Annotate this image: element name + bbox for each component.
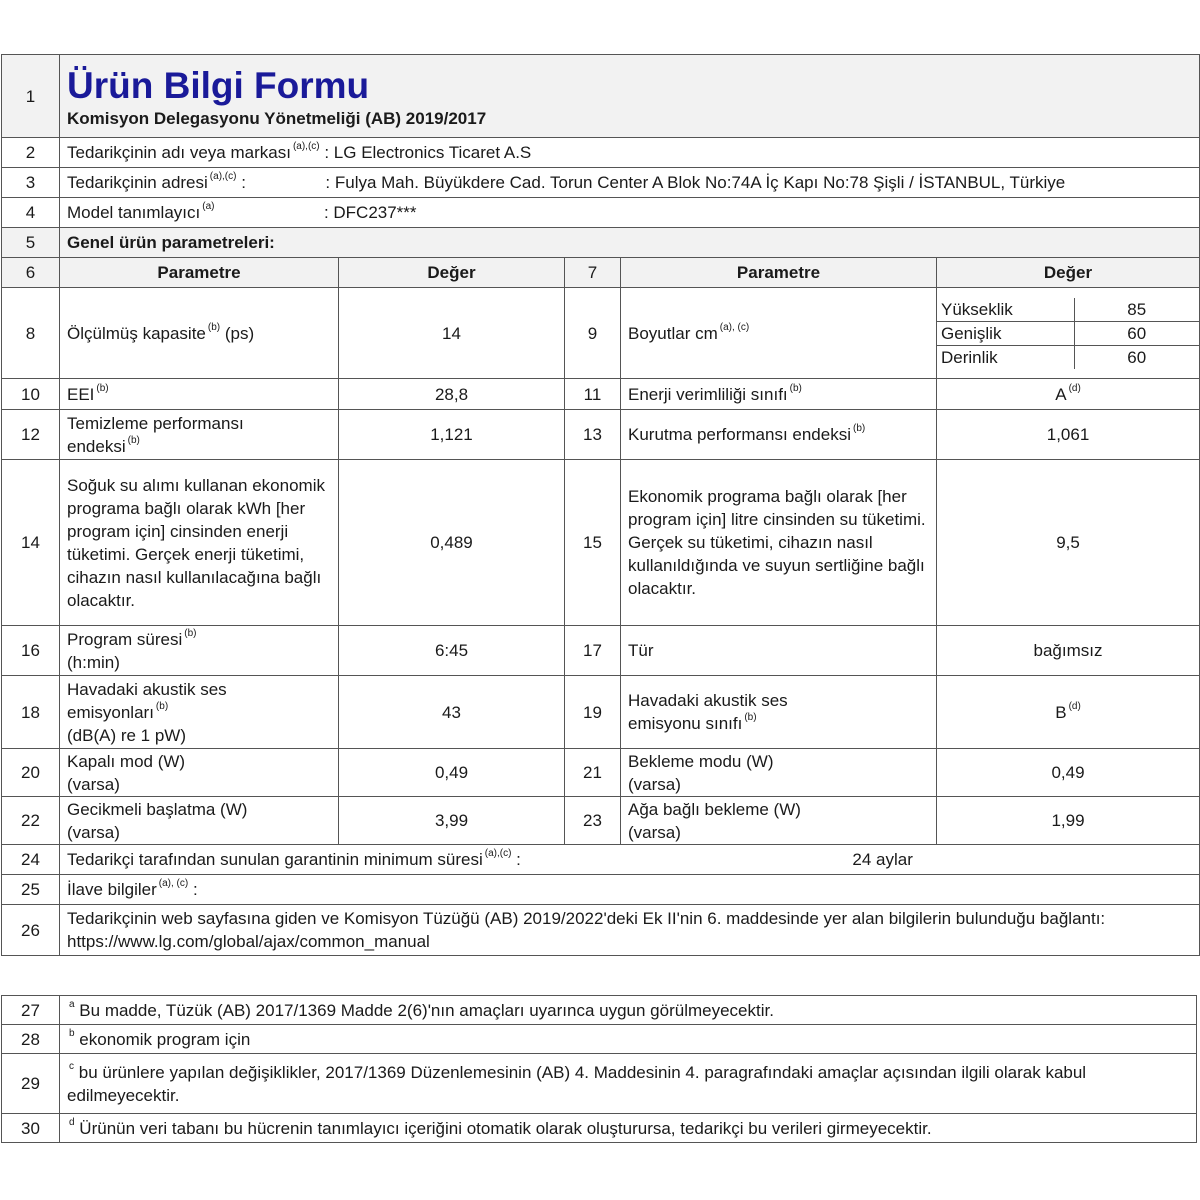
- delay-start-value: 3,99: [339, 797, 565, 845]
- standby-note: (varsa): [628, 774, 681, 794]
- capacity-param: [60, 288, 339, 379]
- row-number: 18: [2, 676, 60, 749]
- dimensions-values: [937, 288, 1200, 379]
- model-cell: [60, 198, 1200, 228]
- cleaning-index-param: [60, 410, 339, 460]
- separator: :: [516, 850, 521, 869]
- noise-emission-line2: emisyonları: [67, 702, 154, 722]
- footnote-row: [2, 1054, 1197, 1114]
- eei-value: 28,8: [339, 379, 565, 410]
- footnote-text: ekonomik program için: [79, 1029, 251, 1049]
- footnote-ref: (a),(c): [209, 171, 237, 183]
- footnote-row: [2, 1114, 1197, 1143]
- off-mode-label: Kapalı mod (W): [67, 751, 186, 771]
- footnote-ref: (b): [789, 382, 802, 394]
- footnote-ref: (b): [184, 627, 197, 639]
- separator: :: [241, 173, 246, 192]
- row-number: 1: [2, 55, 60, 138]
- dimension-row: [937, 345, 1199, 369]
- supplier-address-cell: [60, 168, 1200, 198]
- dimensions-table: [937, 298, 1199, 369]
- footnote-cell: [60, 1025, 1197, 1054]
- noise-emission-unit: (dB(A) re 1 pW): [67, 725, 187, 745]
- row-5: [2, 228, 1200, 258]
- dimension-label: Yükseklik: [937, 298, 1074, 322]
- network-standby-param: [621, 797, 937, 845]
- program-duration-param: [60, 626, 339, 676]
- footnote-ref: (a), (c): [158, 878, 189, 890]
- dimension-value: 60: [1074, 345, 1199, 369]
- type-param: Tür: [621, 626, 937, 676]
- row-number: 12: [2, 410, 60, 460]
- cleaning-index-label-line1: Temizleme performansı: [67, 413, 244, 433]
- network-standby-value: 1,99: [937, 797, 1200, 845]
- form-title: Ürün Bilgi Formu: [67, 65, 370, 106]
- form-subtitle: Komisyon Delegasyonu Yönetmeliği (AB) 2019/2017: [67, 109, 487, 128]
- row-4: [2, 198, 1200, 228]
- row-24: [2, 845, 1200, 875]
- row-number: 25: [2, 875, 60, 905]
- program-duration-label: Program süresi: [67, 629, 183, 649]
- footnote-ref: (b): [853, 423, 866, 435]
- row-16: [2, 626, 1200, 676]
- row-number: 14: [2, 460, 60, 626]
- footnote-text: Ürünün veri tabanı bu hücrenin tanımlayıcı içeriğini otomatik olarak oluşturursa, tedarikçi bu verileri girmeyecektir.: [79, 1118, 932, 1138]
- footnote-ref: (b): [96, 382, 109, 394]
- energy-class-value: A: [1055, 384, 1067, 404]
- noise-class-value: B: [1055, 702, 1067, 722]
- dimensions-param: [621, 288, 937, 379]
- water-consumption-param: Ekonomik programa bağlı olarak [her program için] litre cinsinden su tüketimi. Gerçek su tüketimi, cihazın nasıl kullanıldığında ve suyun sertliğine bağlı olacaktır.: [621, 460, 937, 626]
- footnote-text: Bu madde, Tüzük (AB) 2017/1369 Madde 2(6)'nın amaçları uyarınca uygun görülmeyecektir.: [79, 1000, 774, 1020]
- noise-emission-value: 43: [339, 676, 565, 749]
- program-duration-unit: (h:min): [67, 652, 120, 672]
- footnote-cell: [60, 1054, 1197, 1114]
- row-number: 23: [565, 797, 621, 845]
- row-number: 5: [2, 228, 60, 258]
- footnote-ref: (a),(c): [292, 141, 320, 153]
- row-number: 8: [2, 288, 60, 379]
- row-number: 27: [2, 996, 60, 1025]
- drying-index-label: Kurutma performansı endeksi: [628, 425, 851, 444]
- energy-consumption-param: Soğuk su alımı kullanan ekonomik programa bağlı olarak kWh [her program için] cinsinden enerji tüketimi. Gerçek enerji tüketimi, cihazın nasıl kullanılacağına bağlı olacaktır.: [60, 460, 339, 626]
- off-mode-value: 0,49: [339, 749, 565, 797]
- row-22: [2, 797, 1200, 845]
- row-number: 24: [2, 845, 60, 875]
- footnote-cell: [60, 996, 1197, 1025]
- row-number: 19: [565, 676, 621, 749]
- footnote-row: [2, 996, 1197, 1025]
- separator: :: [192, 880, 198, 899]
- row-1: [2, 55, 1200, 138]
- footnote-ref: (a): [202, 201, 215, 213]
- row-10: [2, 379, 1200, 410]
- row-25: [2, 875, 1200, 905]
- row-number: 13: [565, 410, 621, 460]
- row-20: [2, 749, 1200, 797]
- footnote-ref: (a),(c): [484, 848, 512, 860]
- network-standby-note: (varsa): [628, 822, 681, 842]
- row-number: 6: [2, 258, 60, 288]
- value-header-right: Değer: [937, 258, 1200, 288]
- row-number: 21: [565, 749, 621, 797]
- row-26: [2, 905, 1200, 956]
- footnotes-table: [1, 995, 1197, 1143]
- footnote-ref: (b): [127, 434, 140, 446]
- footnote-mark: a: [69, 998, 75, 1010]
- footnote-ref: (b): [207, 321, 221, 333]
- standby-value: 0,49: [937, 749, 1200, 797]
- dimension-label: Derinlik: [937, 345, 1074, 369]
- warranty-unit: aylar: [876, 850, 913, 869]
- noise-emission-line1: Havadaki akustik ses: [67, 679, 227, 699]
- row-number: 17: [565, 626, 621, 676]
- row-number: 22: [2, 797, 60, 845]
- type-value: bağımsız: [937, 626, 1200, 676]
- dimension-value: 85: [1074, 298, 1199, 322]
- param-header-left: Parametre: [60, 258, 339, 288]
- warranty-cell: [60, 845, 1200, 875]
- footnote-cell: [60, 1114, 1197, 1143]
- footnote-ref: (b): [155, 700, 169, 712]
- standby-label: Bekleme modu (W): [628, 751, 774, 771]
- footnote-mark: b: [69, 1027, 75, 1039]
- supplier-address-value: : Fulya Mah. Büyükdere Cad. Torun Center A Blok No:74A İç Kapı No:78 Şişli / İSTANBUL, Türkiye: [325, 173, 1066, 192]
- water-consumption-value: 9,5: [937, 460, 1200, 626]
- value-header-left: Değer: [339, 258, 565, 288]
- program-duration-value: 6:45: [339, 626, 565, 676]
- form-header: [60, 55, 1200, 138]
- row-number: 7: [565, 258, 621, 288]
- footnote-mark: d: [69, 1116, 75, 1128]
- row-number: 20: [2, 749, 60, 797]
- additional-info-cell: [60, 875, 1200, 905]
- supplier-address-label: Tedarikçinin adresi: [67, 173, 208, 192]
- row-number: 4: [2, 198, 60, 228]
- product-info-table: [1, 54, 1200, 956]
- row-number: 11: [565, 379, 621, 410]
- delay-start-note: (varsa): [67, 822, 120, 842]
- footnote-ref: (d): [1068, 700, 1081, 712]
- dimension-label: Genişlik: [937, 321, 1074, 345]
- row-number: 3: [2, 168, 60, 198]
- additional-info-label: İlave bilgiler: [67, 880, 157, 899]
- row-8: [2, 288, 1200, 379]
- model-label: Model tanımlayıcı: [67, 203, 201, 222]
- row-number: 30: [2, 1114, 60, 1143]
- energy-consumption-value: 0,489: [339, 460, 565, 626]
- row-2: [2, 138, 1200, 168]
- warranty-label: Tedarikçi tarafından sunulan garantinin minimum süresi: [67, 850, 483, 869]
- delay-start-param: [60, 797, 339, 845]
- row-number: 28: [2, 1025, 60, 1054]
- row-3: [2, 168, 1200, 198]
- row-number: 9: [565, 288, 621, 379]
- eei-param: [60, 379, 339, 410]
- noise-class-param: [621, 676, 937, 749]
- row-number: 15: [565, 460, 621, 626]
- row-6: [2, 258, 1200, 288]
- footnote-row: [2, 1025, 1197, 1054]
- supplier-name-value: : LG Electronics Ticaret A.S: [324, 143, 532, 162]
- model-value: : DFC237***: [323, 203, 417, 222]
- row-number: 10: [2, 379, 60, 410]
- noise-class-line1: Havadaki akustik ses: [628, 691, 788, 710]
- supplier-name-cell: [60, 138, 1200, 168]
- network-standby-label: Ağa bağlı bekleme (W): [628, 799, 801, 819]
- energy-class-param: [621, 379, 937, 410]
- footnote-ref: (a), (c): [719, 321, 750, 333]
- row-number: 16: [2, 626, 60, 676]
- footnote-mark: c: [69, 1060, 74, 1072]
- standby-param: [621, 749, 937, 797]
- dimension-row: [937, 321, 1199, 345]
- row-12: [2, 410, 1200, 460]
- footnote-text: bu ürünlere yapılan değişiklikler, 2017/1369 Düzenlemesinin (AB) 4. Maddesinin 4. paragrafındaki amaçlar açısından ilgili olarak kabul edilmeyecektir.: [67, 1062, 1087, 1105]
- off-mode-param: [60, 749, 339, 797]
- energy-class-value-cell: [937, 379, 1200, 410]
- capacity-value: 14: [339, 288, 565, 379]
- row-18: [2, 676, 1200, 749]
- warranty-value: 24: [852, 850, 872, 869]
- drying-index-value: 1,061: [937, 410, 1200, 460]
- capacity-label: Ölçülmüş kapasite: [67, 323, 206, 343]
- capacity-unit: (ps): [224, 323, 255, 343]
- param-header-right: Parametre: [621, 258, 937, 288]
- energy-class-label: Enerji verimliliği sınıfı: [628, 384, 788, 404]
- dimension-row: [937, 298, 1199, 322]
- row-number: 26: [2, 905, 60, 956]
- cleaning-index-value: 1,121: [339, 410, 565, 460]
- drying-index-param: [621, 410, 937, 460]
- supplier-website-text: Tedarikçinin web sayfasına giden ve Komisyon Tüzüğü (AB) 2019/2022'deki Ek II'nin 6. maddesinde yer alan bilgilerin bulunduğu bağlantı: https://www.lg.com/global/ajax/common_manual: [60, 905, 1200, 956]
- row-14: [2, 460, 1200, 626]
- row-number: 29: [2, 1054, 60, 1114]
- general-params-label: Genel ürün parametreleri:: [60, 228, 1200, 258]
- dimension-value: 60: [1074, 321, 1199, 345]
- eei-label: EEI: [67, 384, 95, 404]
- cleaning-index-label-line2: endeksi: [67, 436, 126, 456]
- supplier-name-label: Tedarikçinin adı veya markası: [67, 143, 291, 162]
- noise-class-line2: emisyonu sınıfı: [628, 714, 743, 733]
- footnote-ref: (d): [1068, 382, 1081, 394]
- noise-class-value-cell: [937, 676, 1200, 749]
- off-mode-note: (varsa): [67, 774, 120, 794]
- delay-start-label: Gecikmeli başlatma (W): [67, 799, 248, 819]
- footnote-ref: (b): [744, 712, 757, 724]
- noise-emission-param: [60, 676, 339, 749]
- dimensions-label: Boyutlar cm: [628, 323, 718, 343]
- row-number: 2: [2, 138, 60, 168]
